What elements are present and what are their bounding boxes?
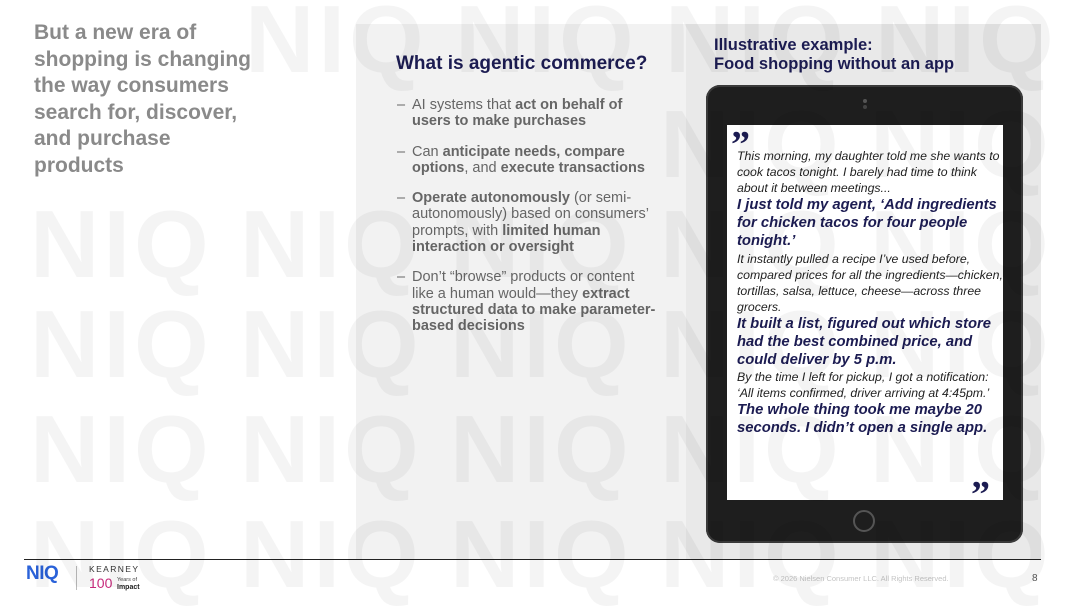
niq-logo: NIQ — [26, 563, 59, 584]
open-quote-icon: ” — [731, 124, 750, 166]
kearney-logo-name: KEARNEY — [89, 564, 140, 574]
story-quote: The whole thing took me maybe 20 seconds. I didn’t open a single app. — [737, 402, 988, 437]
bullet-text: Don’t “browse” products or content like a human would—they — [412, 269, 635, 302]
bullet-dash-icon: – — [397, 97, 406, 113]
bullet-emphasis: execute transactions — [500, 159, 645, 176]
bullet-dash-icon: – — [397, 269, 406, 286]
story-text: It instantly pulled a recipe I’ve used before, compared prices for all the ingredients—chicken, tortillas, salsa, lettuce, cheese—across three grocers. — [737, 251, 1003, 314]
example-title-line2: Food shopping without an app — [714, 55, 955, 73]
footer-divider — [24, 559, 1041, 560]
definition-title: What is agentic commerce? — [396, 53, 648, 74]
bullet-text: , and — [464, 159, 501, 176]
copyright-notice: © 2026 Nielsen Consumer LLC. All Rights Reserved. — [773, 574, 949, 583]
story-quote: It built a list, figured out which store had the best combined price, and could deliver by 5 p.m. — [737, 315, 992, 369]
bullet-emphasis: act on behalf of users to make purchases — [412, 97, 623, 130]
logo-separator — [76, 566, 77, 590]
story-text: By the time I left for pickup, I got a notification: ‘All items confirmed, driver arriving at 4:45pm.’ — [737, 370, 990, 401]
bullet-emphasis: anticipate needs, compare options — [412, 143, 625, 176]
bullet-text: AI systems that — [412, 97, 516, 113]
tablet-sensor-icon — [863, 105, 867, 109]
watermark — [30, 290, 213, 400]
definition-bullets — [397, 97, 657, 349]
bullet-dash-icon: – — [397, 143, 406, 160]
kearney-logo-impact: Impact — [117, 584, 140, 591]
tablet-camera-icon — [863, 99, 867, 103]
definition-bullet — [397, 144, 657, 177]
tablet-home-button-icon — [853, 510, 875, 532]
example-title-line1: Illustrative example: — [714, 36, 873, 54]
page-number: 8 — [1032, 573, 1038, 584]
bullet-dash-icon: – — [397, 190, 406, 207]
bullet-emphasis: extract structured data to make parameter-based decisions — [412, 285, 656, 335]
story-text: This morning, my daughter told me she wants to cook tacos tonight. I barely had time to think about it between meetings... — [737, 149, 1000, 195]
bullet-emphasis: Operate autonomously — [412, 190, 570, 207]
bullet-emphasis: limited human interaction or oversight — [412, 222, 601, 256]
story-quote: I just told my agent, ‘Add ingredients for chicken tacos for four people tonight.’ — [737, 197, 997, 250]
close-quote-icon: ” — [971, 474, 990, 516]
kearney-logo-years: Years of — [117, 577, 137, 583]
definition-bullet — [397, 269, 657, 334]
watermark — [30, 500, 213, 610]
example-story — [737, 148, 1005, 438]
definition-bullet — [397, 190, 657, 255]
example-title — [714, 36, 954, 74]
bullet-text: Can — [412, 143, 443, 160]
watermark — [30, 190, 213, 300]
definition-bullet — [397, 97, 657, 130]
headline: But a new era of shopping is changing the way consumers search for, discover, and purchase products — [34, 21, 251, 177]
kearney-logo-100: 100 — [89, 575, 113, 591]
bullet-text: (or semi-autonomously) based on consumers’ prompts, with — [412, 190, 649, 239]
watermark — [30, 395, 213, 505]
